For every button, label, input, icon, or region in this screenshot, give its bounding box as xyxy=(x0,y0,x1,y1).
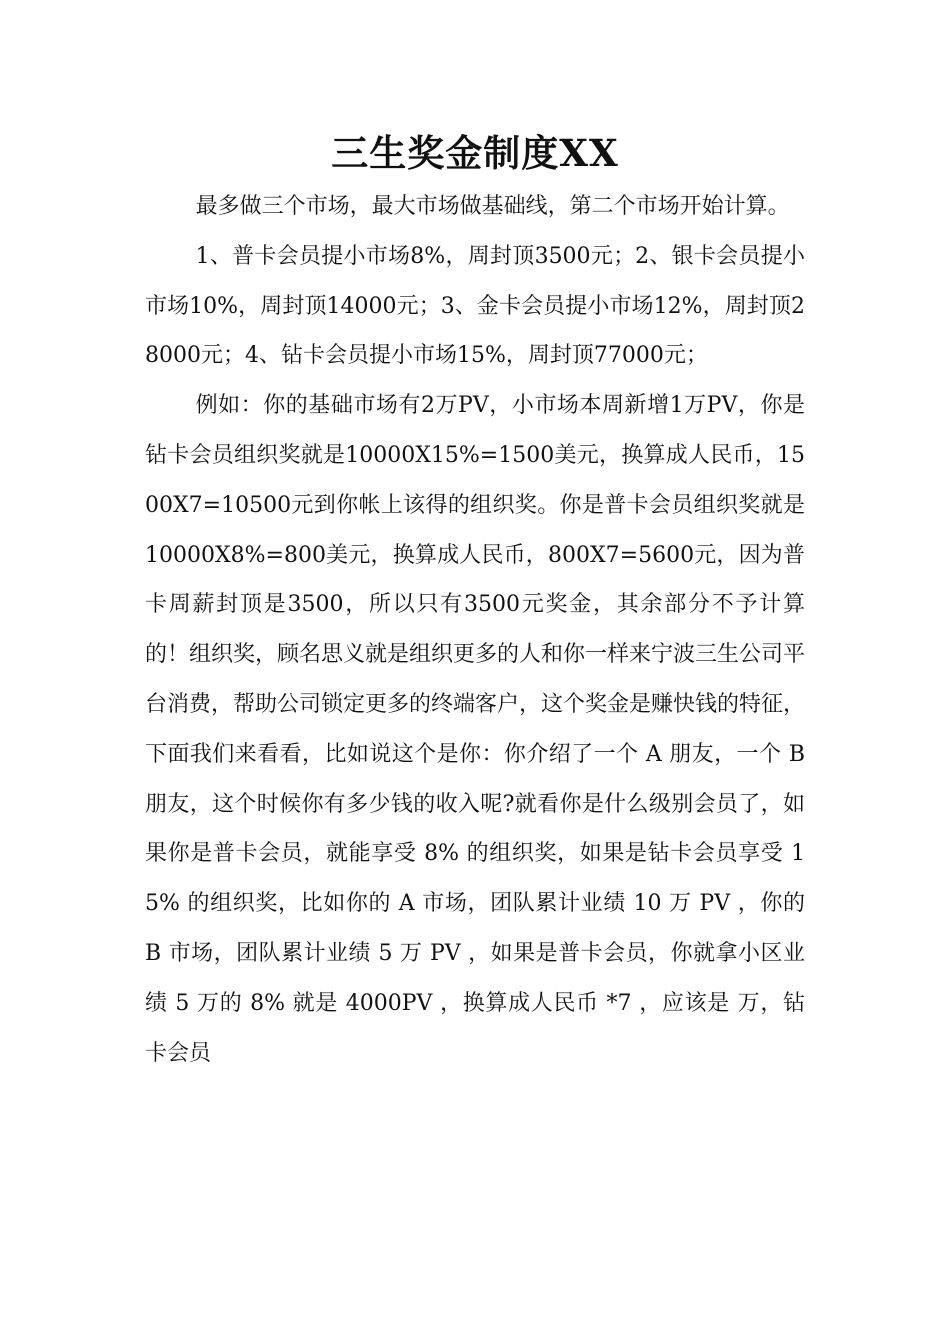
document-title: 三生奖金制度XX xyxy=(331,131,619,175)
paragraph-example: 例如：你的基础市场有2万PV，小市场本周新增1万PV，你是钻卡会员组织奖就是10000X15%=1500美元，换算成人民币，1500X7=10500元到你帐上该得的组织奖。你是普卡会员组织奖就是10000X8%=800美元，换算成人民币，800X7=5600元，因为普卡周薪封顶是3500，所以只有3500元奖金，其余部分不予计算的！组织奖，顾名思义就是组织更多的人和你一样来宁波三生公司平台消费，帮助公司锁定更多的终端客户，这个奖金是赚快钱的特征，下面我们来看看，比如说这个是你：你介绍了一个 A 朋友，一个 B 朋友，这个时候你有多少钱的收入呢?就看你是什么级别会员了，如果你是普卡会员，就能享受 8% 的组织奖，如果是钻卡会员享受 15% 的组织奖，比如你的 A 市场，团队累计业绩 10 万 PV ，你的 B 市场，团队累计业绩 5 万 PV ，如果是普卡会员，你就拿小区业绩 5 万的 8% 就是 4000PV ，换算成人民币 *7 ，应该是 万，钻卡会员 xyxy=(145,393,806,1066)
paragraph-membership-levels: 1、普卡会员提小市场8%，周封顶3500元；2、银卡会员提小市场10%，周封顶14000元；3、金卡会员提小市场12%，周封顶28000元；4、钻卡会员提小市场15%，周封顶77000元； xyxy=(145,243,805,369)
paragraph-intro: 最多做三个市场，最大市场做基础线，第二个市场开始计算。 xyxy=(195,194,790,219)
